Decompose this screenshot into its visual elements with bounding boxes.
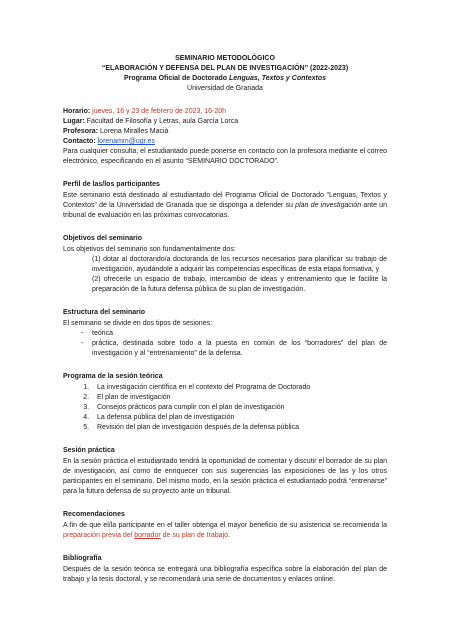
practica-text: En la sesión práctica el estudiantado tendrá la oportunidad de comentar y discutir el borrador de su plan de investigación, así como de enriquecer con sus sugerencias las exposiciones de las y los otros participantes en el seminario. Del mismo modo, en la sesión práctica el estudiantado podrá “entrenarse” para la futura defensa de su proyecto ante un tribunal. xyxy=(63,458,387,495)
perfil-text: Este seminario está destinado al estudiantado del Programa Oficial de Doctorado “Lenguas, Textos y Contextos” de la Universidad de Granada que se disponga a defender su plan de investigación ante un tribunal de evaluación en las próximas convocatorias. xyxy=(63,192,387,219)
document-header xyxy=(63,54,387,94)
contacto-label: Contacto: xyxy=(63,138,96,145)
program-name: Programa Oficial de Doctorado Lenguas, Textos y Contextos xyxy=(123,75,326,82)
lugar-value: Facultad de Filosofía y Letras, aula García Lorca xyxy=(84,118,239,125)
estructura-list xyxy=(63,329,387,359)
perfil-heading: Perfil de las/los participantes xyxy=(63,181,160,188)
lugar-line xyxy=(63,117,387,127)
horario-value: jueves, 16 y 23 de febrero de 2023, 16-20h xyxy=(90,108,227,115)
practica-heading: Sesión práctica xyxy=(63,447,115,454)
email-link[interactable]: lorenamm@ugr.es xyxy=(97,138,155,145)
list-item: 1. La investigación científica en el contexto del Programa de Doctorado xyxy=(91,383,387,393)
list-item: - teórica xyxy=(81,329,387,339)
list-item: 2. El plan de investigación xyxy=(91,393,387,403)
seminar-type: SEMINARIO METODOLÓGICO xyxy=(175,55,275,62)
list-item: 5. Revisión del plan de investigación después de la defensa pública xyxy=(91,423,387,433)
recomendaciones-text: A fin de que el/la participante en el taller obtenga el mayor beneficio de su asistencia se recomienda la preparación previa del borrador de su plan de trabajo. xyxy=(63,522,387,539)
list-item: - práctica, destinada sobre todo a la puesta en común de los “borradores” del plan de investigación y al “entrenamiento” de la defensa. xyxy=(81,339,387,359)
seminar-title: “ELABORACIÓN Y DEFENSA DEL PLAN DE INVESTIGACIÓN” (2022-2023) xyxy=(101,65,349,72)
document-body xyxy=(63,52,387,585)
program-name-italic: Lenguas, Textos y Contextos xyxy=(229,75,326,82)
recomendaciones-heading: Recomendaciones xyxy=(63,511,125,518)
lugar-label: Lugar: xyxy=(63,118,85,125)
programa-list xyxy=(63,383,387,433)
objetivo-item-1: (1) dotar al doctorando/a doctoranda de los recursos necesarios para planificar su trabajo de investigación, ayudándole a adquirir las competencias específicas de esta etapa formativa, y xyxy=(92,256,387,273)
contacto-line xyxy=(63,137,387,147)
consulta-text: Para cualquier consulta, el estudiantado puede ponerse en contacto con la profesora mediante el correo electrónico, especificando en el asunto “SEMINARIO DOCTORADO”. xyxy=(63,148,387,165)
horario-label: Horario: xyxy=(63,108,91,115)
bibliografia-text: Después de la sesión teórica se entregará una bibliografía específica sobre la elaboración del plan de trabajo y la tesis doctoral, y se recomendará una serie de documentos y enlaces online. xyxy=(63,566,387,583)
list-item: 4. La defensa pública del plan de investigación xyxy=(91,413,387,423)
horario-line xyxy=(63,107,387,117)
profesora-label: Profesora: xyxy=(63,128,99,135)
list-item: 3. Consejos prácticos para cumplir con el plan de investigación xyxy=(91,403,387,413)
objetivo-item-2: (2) ofrecerle un espacio de trabajo, intercambio de ideas y entrenamiento que le facilite la preparación de la futura defensa pública de su plan de investigación. xyxy=(92,276,387,293)
profesora-line xyxy=(63,127,387,137)
objetivos-heading: Objetivos del seminario xyxy=(63,235,142,242)
profesora-value: Lorena Miralles Macià xyxy=(98,128,169,135)
programa-heading: Programa de la sesión teórica xyxy=(63,373,163,380)
estructura-intro: El seminario se divide en dos tipos de sesiones: xyxy=(63,320,213,327)
estructura-heading: Estructura del seminario xyxy=(63,309,146,316)
university-name: Universidad de Granada xyxy=(187,85,263,92)
objetivos-intro: Los objetivos del seminario son fundamentalmente dos: xyxy=(63,246,236,253)
bibliografia-heading: Bibliografía xyxy=(63,555,102,562)
info-block xyxy=(63,107,387,167)
